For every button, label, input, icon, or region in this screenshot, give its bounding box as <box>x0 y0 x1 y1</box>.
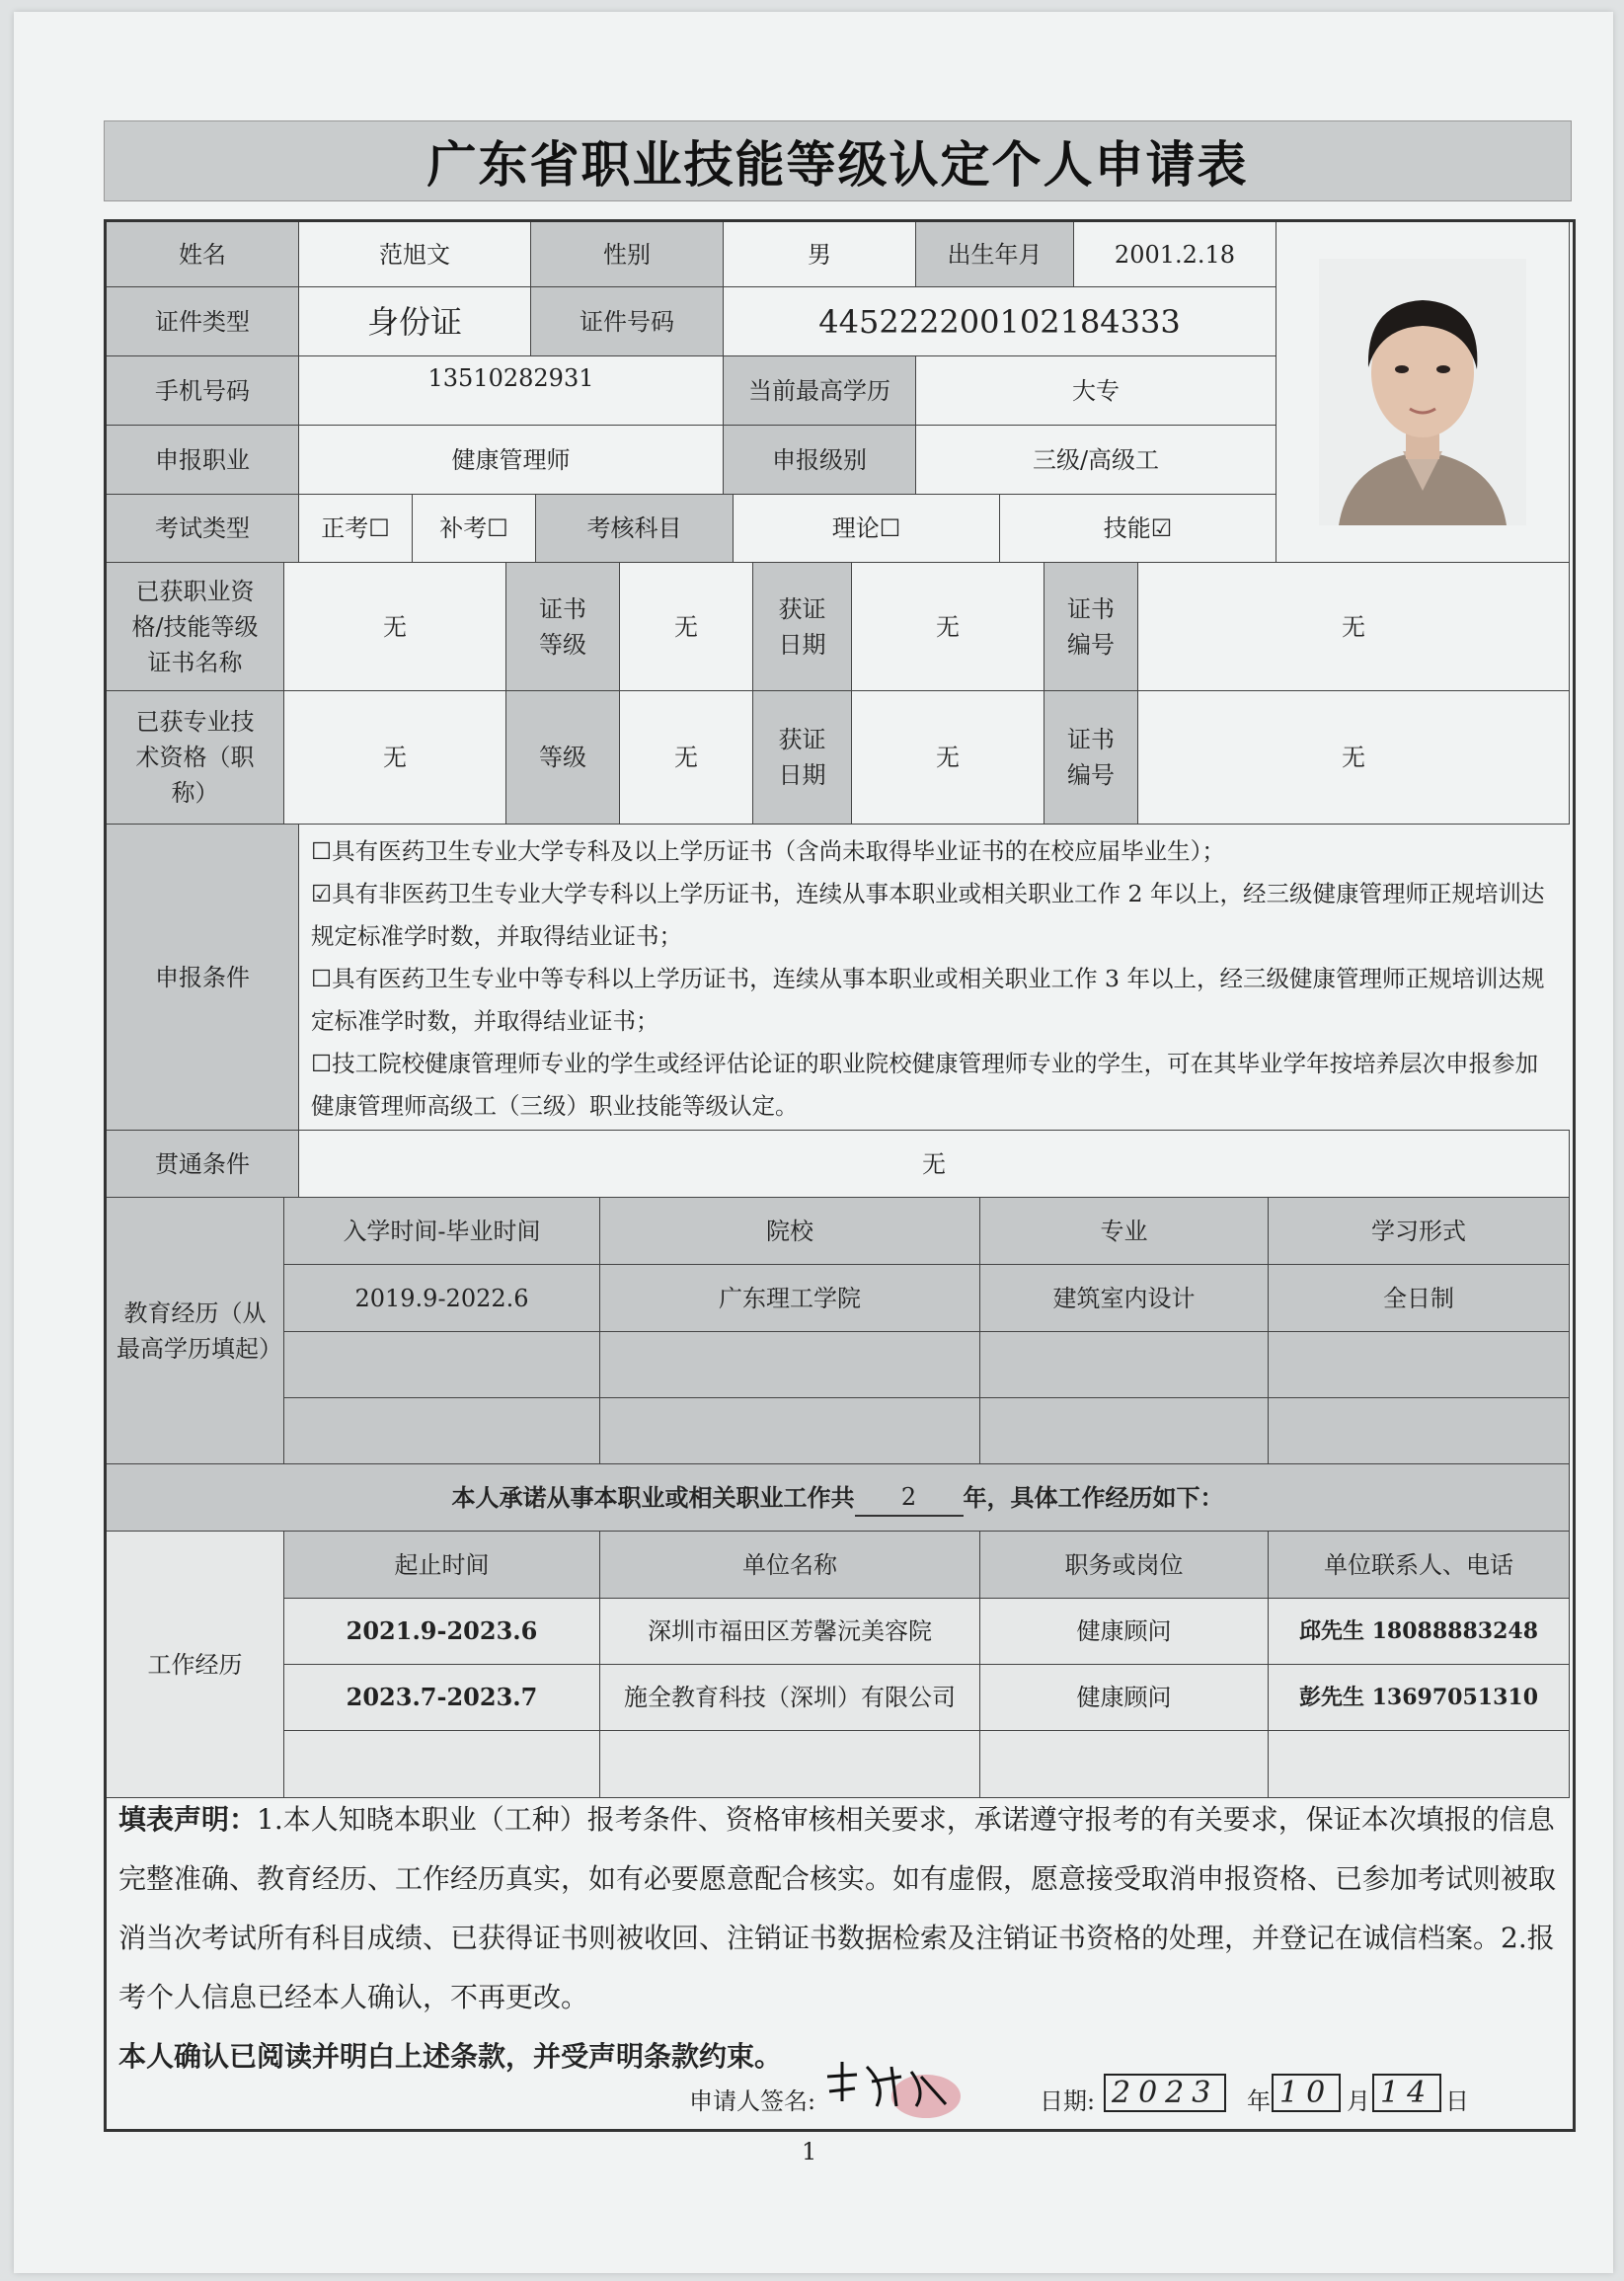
value-level: 三级/高级工 <box>916 426 1276 495</box>
edu-cell-major: 建筑室内设计 <box>980 1265 1269 1332</box>
date-label: 日期: <box>1040 2087 1096 2115</box>
value-cert-qual-name: 无 <box>284 563 506 691</box>
value-birth: 2001.2.18 <box>1074 222 1276 287</box>
label-through: 贯通条件 <box>107 1131 299 1198</box>
condition-item[interactable]: ☐技工院校健康管理师专业的学生或经评估论证的职业院校健康管理师专业的学生，可在其毕业学年按培养层次申报参加健康管理师高级工（三级）职业技能等级认定。 <box>311 1050 1539 1120</box>
edu-header-school: 院校 <box>600 1198 980 1265</box>
signature-label: 申请人签名: <box>689 2087 816 2115</box>
declaration-label: 填表声明： <box>118 1803 258 1836</box>
value-name: 范旭文 <box>299 222 531 287</box>
work-cell-position: 健康顾问 <box>980 1665 1269 1731</box>
edu-empty-cell <box>980 1332 1269 1398</box>
photo-cell <box>1276 222 1570 563</box>
label-conditions: 申报条件 <box>107 825 299 1131</box>
label-phone: 手机号码 <box>107 356 299 426</box>
label-birth: 出生年月 <box>916 222 1074 287</box>
edu-cell-mode: 全日制 <box>1269 1265 1570 1332</box>
value-occupation: 健康管理师 <box>299 426 724 495</box>
conditions-list <box>299 825 1570 1131</box>
work-statement-post: 年，具体工作经历如下： <box>963 1482 1224 1512</box>
value-prof-qual-no: 无 <box>1138 691 1570 825</box>
label-cert-qual: 已获职业资格/技能等级证书名称 <box>107 563 284 691</box>
label-gender: 性别 <box>531 222 724 287</box>
work-empty-cell <box>284 1731 600 1798</box>
work-statement <box>107 1464 1570 1532</box>
work-years: 2 <box>855 1479 964 1517</box>
value-phone: 13510282931 <box>299 356 724 426</box>
label-education-history: 教育经历（从最高学历填起） <box>107 1198 284 1464</box>
value-id-type: 身份证 <box>299 287 531 356</box>
date-year-unit: 年 <box>1247 2087 1271 2115</box>
label-work-history: 工作经历 <box>107 1532 284 1798</box>
work-empty-cell <box>600 1731 980 1798</box>
checkbox-skill[interactable]: 技能☑ <box>1000 495 1276 563</box>
edu-empty-cell <box>980 1398 1269 1464</box>
work-cell-period: 2023.7-2023.7 <box>284 1665 600 1731</box>
label-prof-issue-date: 获证日期 <box>753 691 852 825</box>
work-cell-company: 施全教育科技（深圳）有限公司 <box>600 1665 980 1731</box>
value-prof-qual-name: 无 <box>284 691 506 825</box>
label-exam-type: 考试类型 <box>107 495 299 563</box>
applicant-photo <box>1319 259 1526 525</box>
date-year: 2023 <box>1104 2074 1226 2112</box>
edu-header-mode: 学习形式 <box>1269 1198 1570 1265</box>
label-name: 姓名 <box>107 222 299 287</box>
edu-empty-cell <box>1269 1398 1570 1464</box>
edu-header-period: 入学时间-毕业时间 <box>284 1198 600 1265</box>
date-day-unit: 日 <box>1445 2087 1469 2115</box>
date-day: 14 <box>1372 2074 1441 2112</box>
label-id-type: 证件类型 <box>107 287 299 356</box>
value-id-number: 445222200102184333 <box>724 287 1276 356</box>
label-prof-qual: 已获专业技术资格（职称） <box>107 691 284 825</box>
label-cert-number: 证书编号 <box>1044 563 1138 691</box>
label-cert-level: 证书等级 <box>506 563 620 691</box>
work-header-company: 单位名称 <box>600 1532 980 1599</box>
edu-header-major: 专业 <box>980 1198 1269 1265</box>
label-prof-number: 证书编号 <box>1044 691 1138 825</box>
edu-cell-period: 2019.9-2022.6 <box>284 1265 600 1332</box>
value-cert-qual-date: 无 <box>852 563 1044 691</box>
page-number: 1 <box>802 2138 817 2165</box>
work-cell-company: 深圳市福田区芳馨沅美容院 <box>600 1599 980 1665</box>
label-occupation: 申报职业 <box>107 426 299 495</box>
edu-empty-cell <box>284 1398 600 1464</box>
checkbox-makeup-exam[interactable]: 补考☐ <box>413 495 536 563</box>
handwritten-signature <box>817 2047 966 2126</box>
value-through: 无 <box>299 1131 1570 1198</box>
label-level: 申报级别 <box>724 426 916 495</box>
condition-item[interactable]: ☐具有医药卫生专业大学专科及以上学历证书（含尚未取得毕业证书的在校应届毕业生）； <box>311 837 1225 865</box>
checkbox-theory[interactable]: 理论☐ <box>734 495 1000 563</box>
title-bar <box>104 120 1572 201</box>
work-header-position: 职务或岗位 <box>980 1532 1269 1599</box>
label-exam-subject: 考核科目 <box>536 495 734 563</box>
condition-item[interactable]: ☑具有非医药卫生专业大学专科以上学历证书，连续从事本职业或相关职业工作 2 年以上，经三级健康管理师正规培训达规定标准学时数，并取得结业证书； <box>311 880 1545 950</box>
work-cell-period: 2021.9-2023.6 <box>284 1599 600 1665</box>
edu-empty-cell <box>284 1332 600 1398</box>
work-header-contact: 单位联系人、电话 <box>1269 1532 1570 1599</box>
work-empty-cell <box>1269 1731 1570 1798</box>
value-prof-qual-date: 无 <box>852 691 1044 825</box>
value-prof-qual-level: 无 <box>620 691 753 825</box>
checkbox-regular-exam[interactable]: 正考☐ <box>299 495 413 563</box>
edu-empty-cell <box>600 1398 980 1464</box>
label-id-number: 证件号码 <box>531 287 724 356</box>
label-education: 当前最高学历 <box>724 356 916 426</box>
declaration-confirm: 本人确认已阅读并明白上述条款，并受声明条款约束。 <box>118 2040 783 2073</box>
application-form <box>104 219 1576 2132</box>
value-cert-qual-no: 无 <box>1138 563 1570 691</box>
declaration-text: 1.本人知晓本职业（工种）报考条件、资格审核相关要求，承诺遵守报考的有关要求，保证本次填报的信息完整准确、教育经历、工作经历真实，如有必要愿意配合核实。如有虚假，愿意接受取消申报资格、已参加考试则被取消当次考试所有科目成绩、已获得证书则被收回、注销证书数据检索及注销证书资格的处理，并登记在诚信档案。2.报考个人信息已经本人确认，不再更改。 <box>118 1803 1557 2013</box>
value-education: 大专 <box>916 356 1276 426</box>
edu-cell-school: 广东理工学院 <box>600 1265 980 1332</box>
condition-item[interactable]: ☐具有医药卫生专业中等专科以上学历证书，连续从事本职业或相关职业工作 3 年以上，经三级健康管理师正规培训达规定标准学时数，并取得结业证书； <box>311 965 1545 1035</box>
edu-empty-cell <box>1269 1332 1570 1398</box>
work-statement-pre: 本人承诺从事本职业或相关职业工作共 <box>451 1482 855 1512</box>
edu-empty-cell <box>600 1332 980 1398</box>
label-cert-issue-date: 获证日期 <box>753 563 852 691</box>
value-gender: 男 <box>724 222 916 287</box>
label-prof-level: 等级 <box>506 691 620 825</box>
work-cell-contact: 彭先生 13697051310 <box>1269 1665 1570 1731</box>
work-cell-position: 健康顾问 <box>980 1599 1269 1665</box>
declaration <box>118 1790 1560 2086</box>
signature-row <box>107 2052 1573 2121</box>
work-empty-cell <box>980 1731 1269 1798</box>
value-cert-qual-level: 无 <box>620 563 753 691</box>
date-month: 10 <box>1272 2074 1341 2112</box>
date-month-unit: 月 <box>1347 2087 1370 2115</box>
work-cell-contact: 邱先生 18088883248 <box>1269 1599 1570 1665</box>
work-header-period: 起止时间 <box>284 1532 600 1599</box>
page-title: 广东省职业技能等级认定个人申请表 <box>426 136 1249 194</box>
